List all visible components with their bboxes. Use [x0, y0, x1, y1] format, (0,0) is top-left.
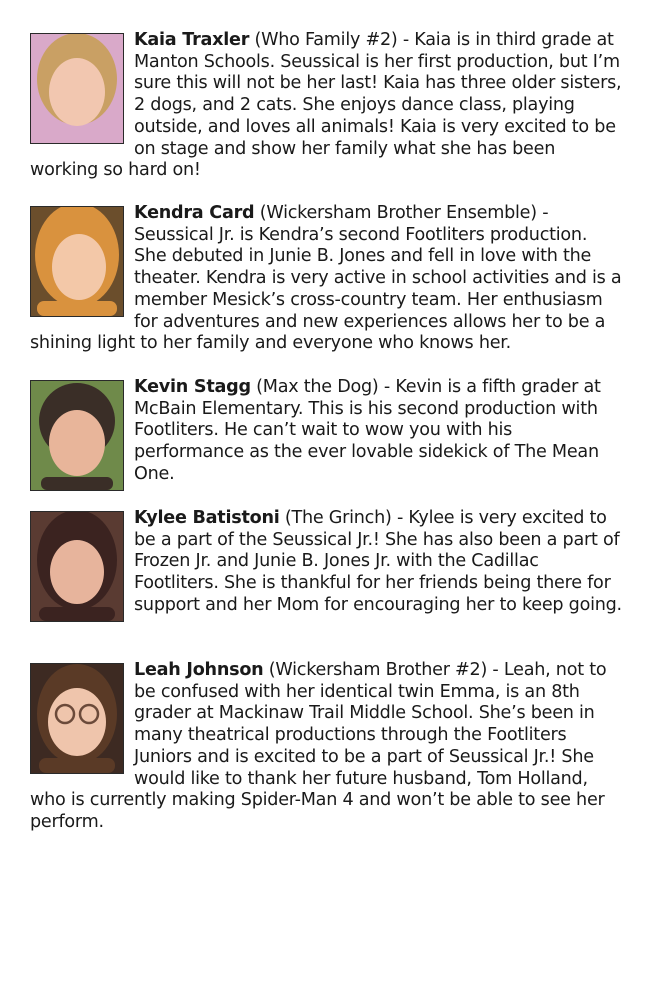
bio-description: - Leah, not to be confused with her identical twin Emma, is an 8th grader at Mackinaw Trail Middle School. She’s been in many theatrical productions through the Footliters Juniors and is excited to be a part of Seussical Jr.! She would like to thank her future husband, Tom Holland, who is currently making Spider-Man 4 and won’t be able to see her perform.	[30, 660, 607, 832]
headshot-svg	[31, 207, 123, 316]
performer-name: Kevin Stagg	[134, 377, 251, 397]
photo-shoulders	[41, 477, 113, 490]
bio-entry	[30, 508, 624, 624]
performer-name: Leah Johnson	[134, 660, 264, 680]
performer-role: (Max the Dog)	[256, 377, 379, 397]
headshot-photo	[30, 206, 124, 317]
bio-entry	[30, 30, 624, 182]
photo-shoulders	[39, 758, 115, 773]
performer-name: Kylee Batistoni	[134, 508, 280, 528]
photo-face	[52, 234, 106, 300]
performer-name: Kendra Card	[134, 203, 255, 223]
headshot-svg	[31, 664, 123, 773]
headshot-svg	[31, 381, 123, 490]
performer-role: (The Grinch)	[284, 508, 392, 528]
photo-shoulders	[39, 126, 115, 143]
performer-role: (Who Family #2)	[254, 30, 398, 50]
photo-face	[48, 688, 106, 756]
performer-name: Kaia Traxler	[134, 30, 250, 50]
headshot-photo	[30, 511, 124, 622]
bio-entry	[30, 377, 624, 493]
photo-face	[49, 58, 105, 126]
bio-entry	[30, 660, 624, 834]
photo-face	[49, 410, 105, 476]
bio-description: - Kylee is very excited to be a part of the Seussical Jr.! She has also been a part of Frozen Jr. and Junie B. Jones Jr. with the Cadillac Footliters. She is thankful for her friends being there for support and her Mom for encouraging her to keep going.	[134, 508, 622, 615]
headshot-photo	[30, 33, 124, 144]
photo-shoulders	[39, 607, 115, 621]
photo-shoulders	[37, 301, 117, 316]
bio-description: - Kevin is a fifth grader at McBain Elementary. This is his second production with Footliters. He can’t wait to wow you with his performance as the ever lovable sidekick of The Mean One.	[134, 377, 601, 484]
headshot-photo	[30, 380, 124, 491]
performer-role: (Wickersham Brother #2)	[268, 660, 488, 680]
bio-description: - Kaia is in third grade at Manton Schools. Seussical is her first production, but I’m sure this will not be her last! Kaia has three older sisters, 2 dogs, and 2 cats. She enjoys dance class, playing outside, and loves all animals! Kaia is very excited to be on stage and show her family what she has been working so hard on!	[30, 30, 622, 181]
headshot-svg	[31, 512, 123, 621]
headshot-photo	[30, 663, 124, 774]
headshot-svg	[31, 34, 123, 143]
photo-face	[50, 540, 104, 604]
performer-role: (Wickersham Brother Ensemble)	[259, 203, 537, 223]
bio-entry	[30, 203, 624, 355]
bio-description: - Seussical Jr. is Kendra’s second Footliters production. She debuted in Junie B. Jones and fell in love with the theater. Kendra is very active in school activities and is a member Mesick’s cross-country team. Her enthusiasm for adventures and new experiences allows her to be a shining light to her family and everyone who knows her.	[30, 203, 622, 354]
